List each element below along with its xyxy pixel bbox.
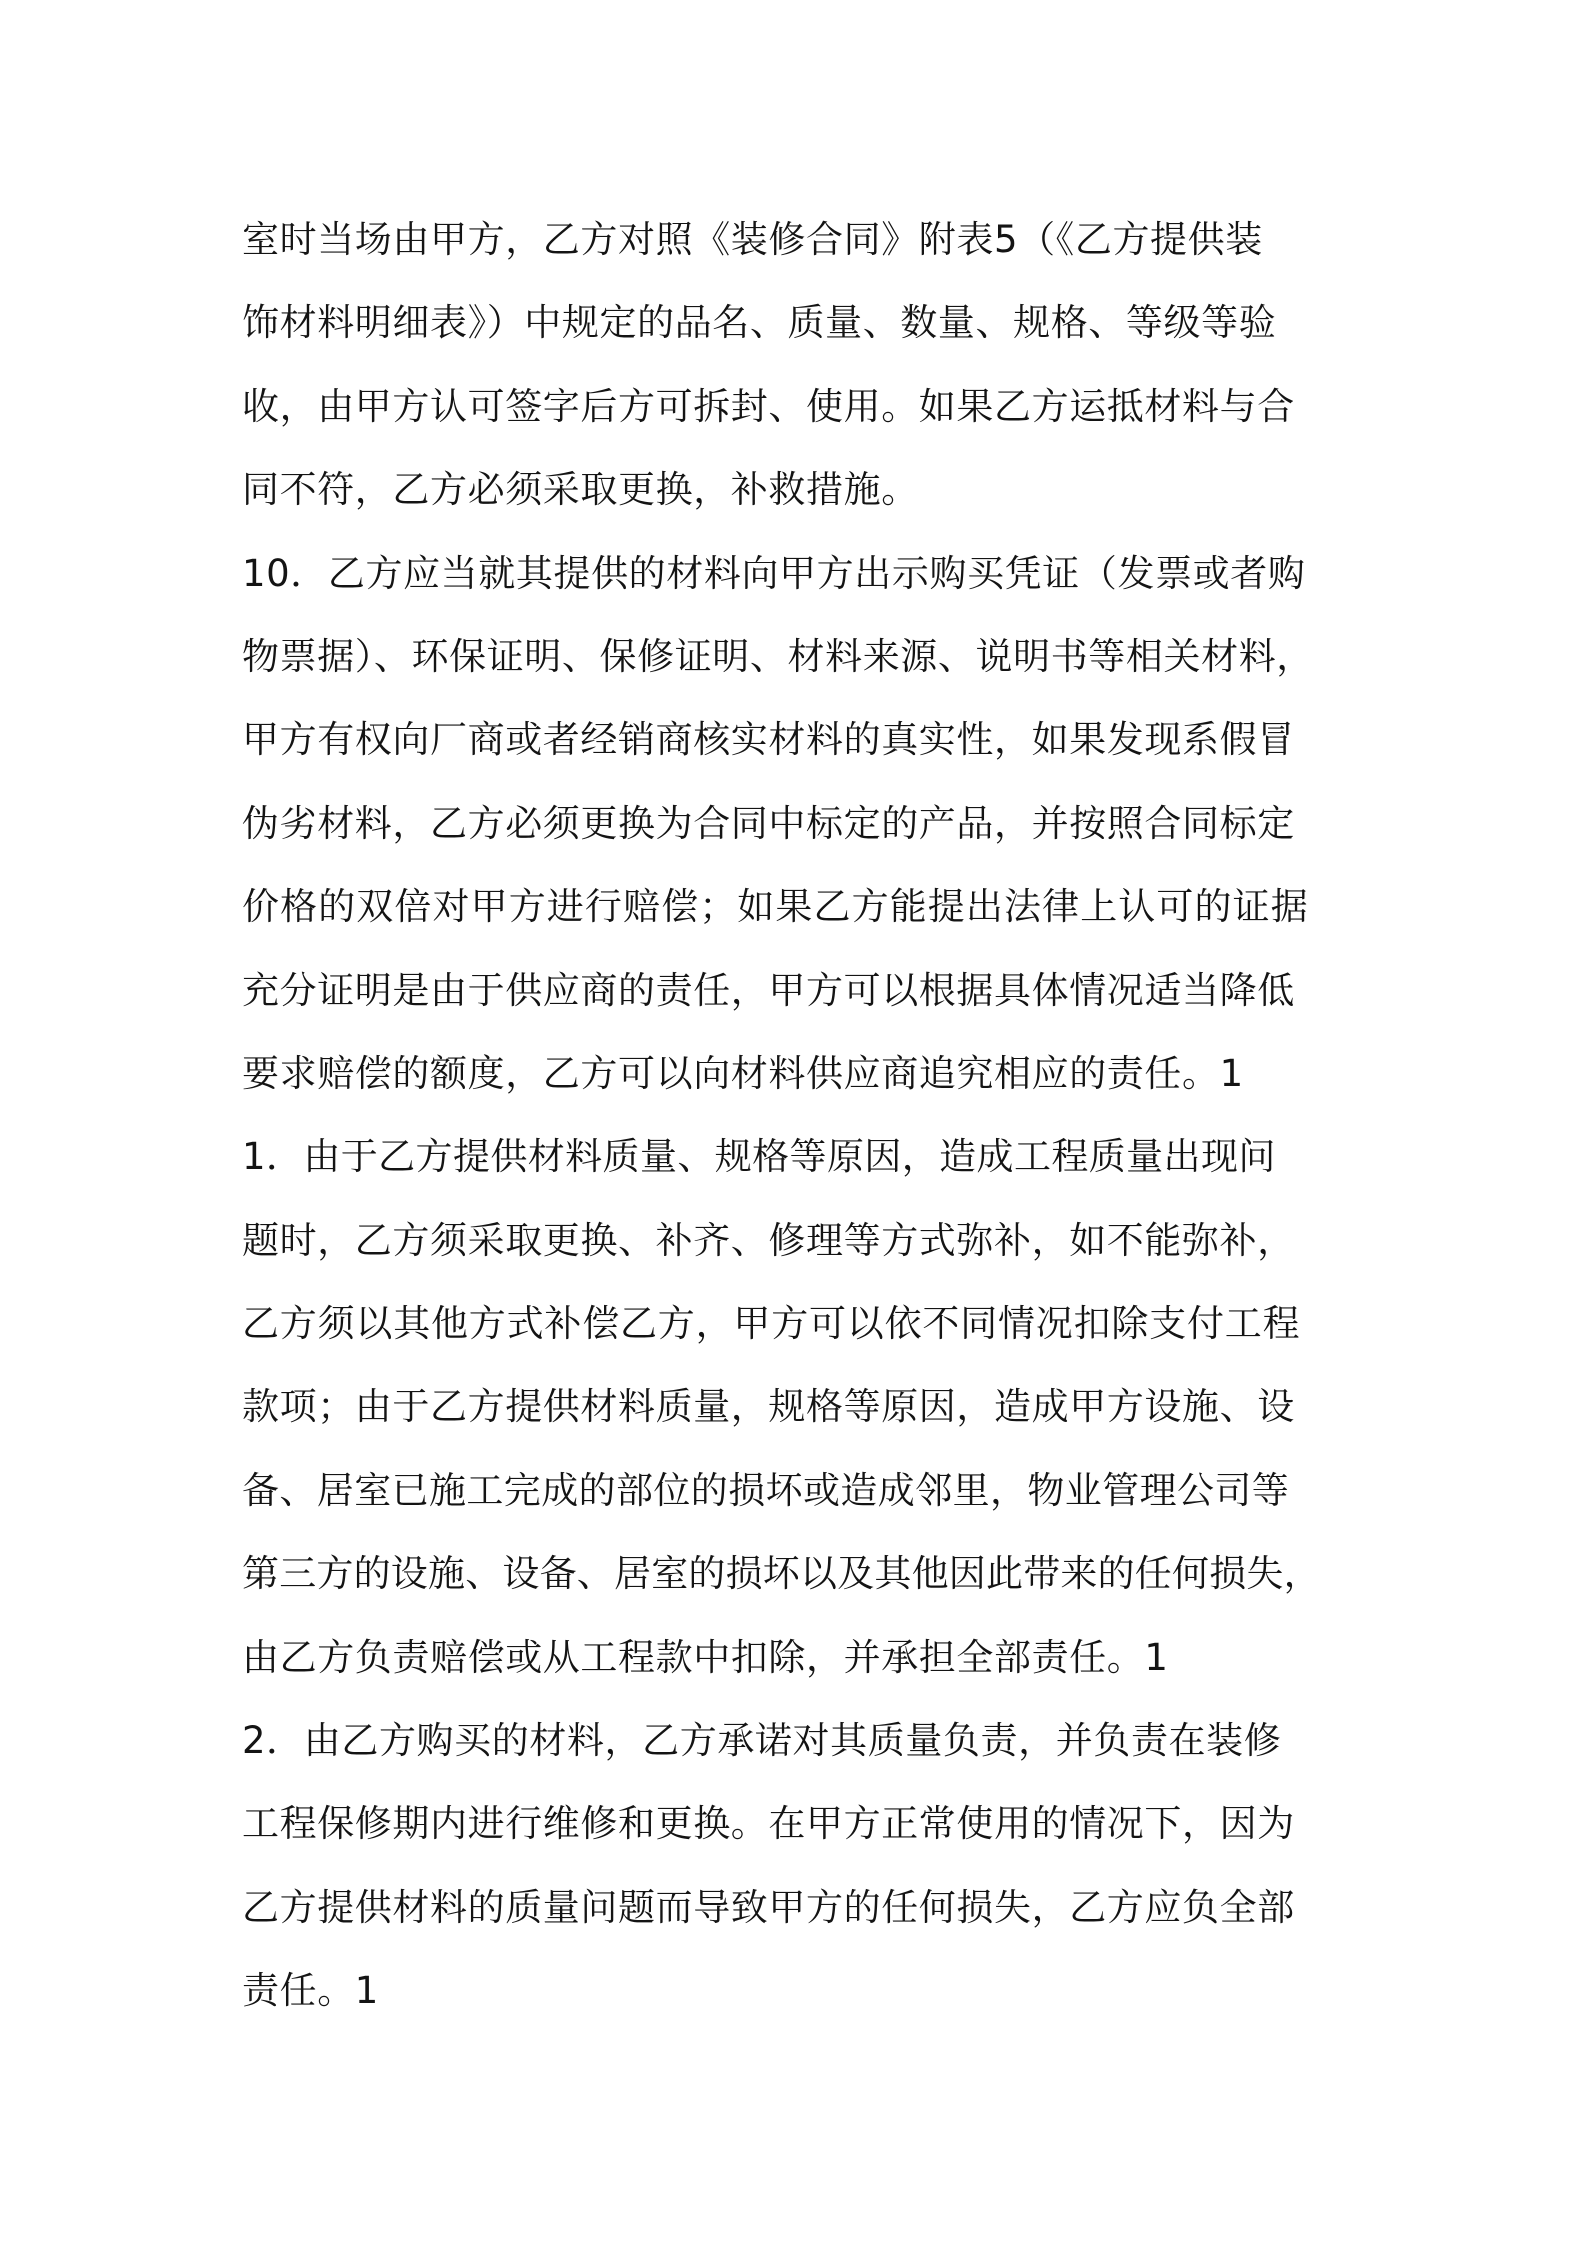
text-line-22: 责任。1 (242, 1969, 379, 2013)
text-line-11: 要求赔偿的额度，乙方可以向材料供应商追究相应的责任。1 (242, 1051, 1244, 1095)
text-line-5: 10．乙方应当就其提供的材料向甲方出示购买凭证（发票或者购 (242, 551, 1306, 595)
text-line-15: 款项；由于乙方提供材料质量，规格等原因，造成甲方设施、设 (242, 1385, 1295, 1429)
text-line-3: 收，由甲方认可签字后方可拆封、使用。如果乙方运抵材料与合 (242, 384, 1295, 428)
text-line-6: 物票据）、环保证明、保修证明、材料来源、说明书等相关材料， (242, 634, 1314, 678)
text-line-18: 由乙方负责赔偿或从工程款中扣除，并承担全部责任。1 (242, 1635, 1169, 1679)
text-line-10: 充分证明是由于供应商的责任，甲方可以根据具体情况适当降低 (242, 968, 1295, 1012)
text-line-20: 工程保修期内进行维修和更换。在甲方正常使用的情况下，因为 (242, 1802, 1295, 1846)
text-line-7: 甲方有权向厂商或者经销商核实材料的真实性，如果发现系假冒 (242, 718, 1295, 762)
text-line-2: 饰材料明细表》）中规定的品名、质量、数量、规格、等级等验 (242, 301, 1277, 345)
text-line-21: 乙方提供材料的质量问题而导致甲方的任何损失，乙方应负全部 (242, 1885, 1295, 1929)
text-line-19: 2．由乙方购买的材料，乙方承诺对其质量负责，并负责在装修 (242, 1719, 1282, 1763)
text-line-17: 第三方的设施、设备、居室的损坏以及其他因此带来的任何损失， (242, 1552, 1321, 1596)
contract-body-text (242, 198, 1372, 2033)
text-line-16: 备、居室已施工完成的部位的损坏或造成邻里，物业管理公司等 (242, 1468, 1290, 1512)
text-line-14: 乙方须以其他方式补偿乙方，甲方可以依不同情况扣除支付工程 (242, 1302, 1301, 1346)
text-line-12: 1．由于乙方提供材料质量、规格等原因，造成工程质量出现问 (242, 1135, 1276, 1179)
text-line-1: 室时当场由甲方，乙方对照《装修合同》附表5（《乙方提供装 (242, 218, 1263, 261)
text-line-13: 题时，乙方须采取更换、补齐、修理等方式弥补，如不能弥补， (242, 1218, 1295, 1262)
text-line-8: 伪劣材料，乙方必须更换为合同中标定的产品，并按照合同标定 (242, 801, 1295, 845)
text-line-4: 同不符，乙方必须采取更换，补救措施。 (242, 468, 919, 512)
text-line-9: 价格的双倍对甲方进行赔偿；如果乙方能提出法律上认可的证据 (242, 885, 1309, 929)
